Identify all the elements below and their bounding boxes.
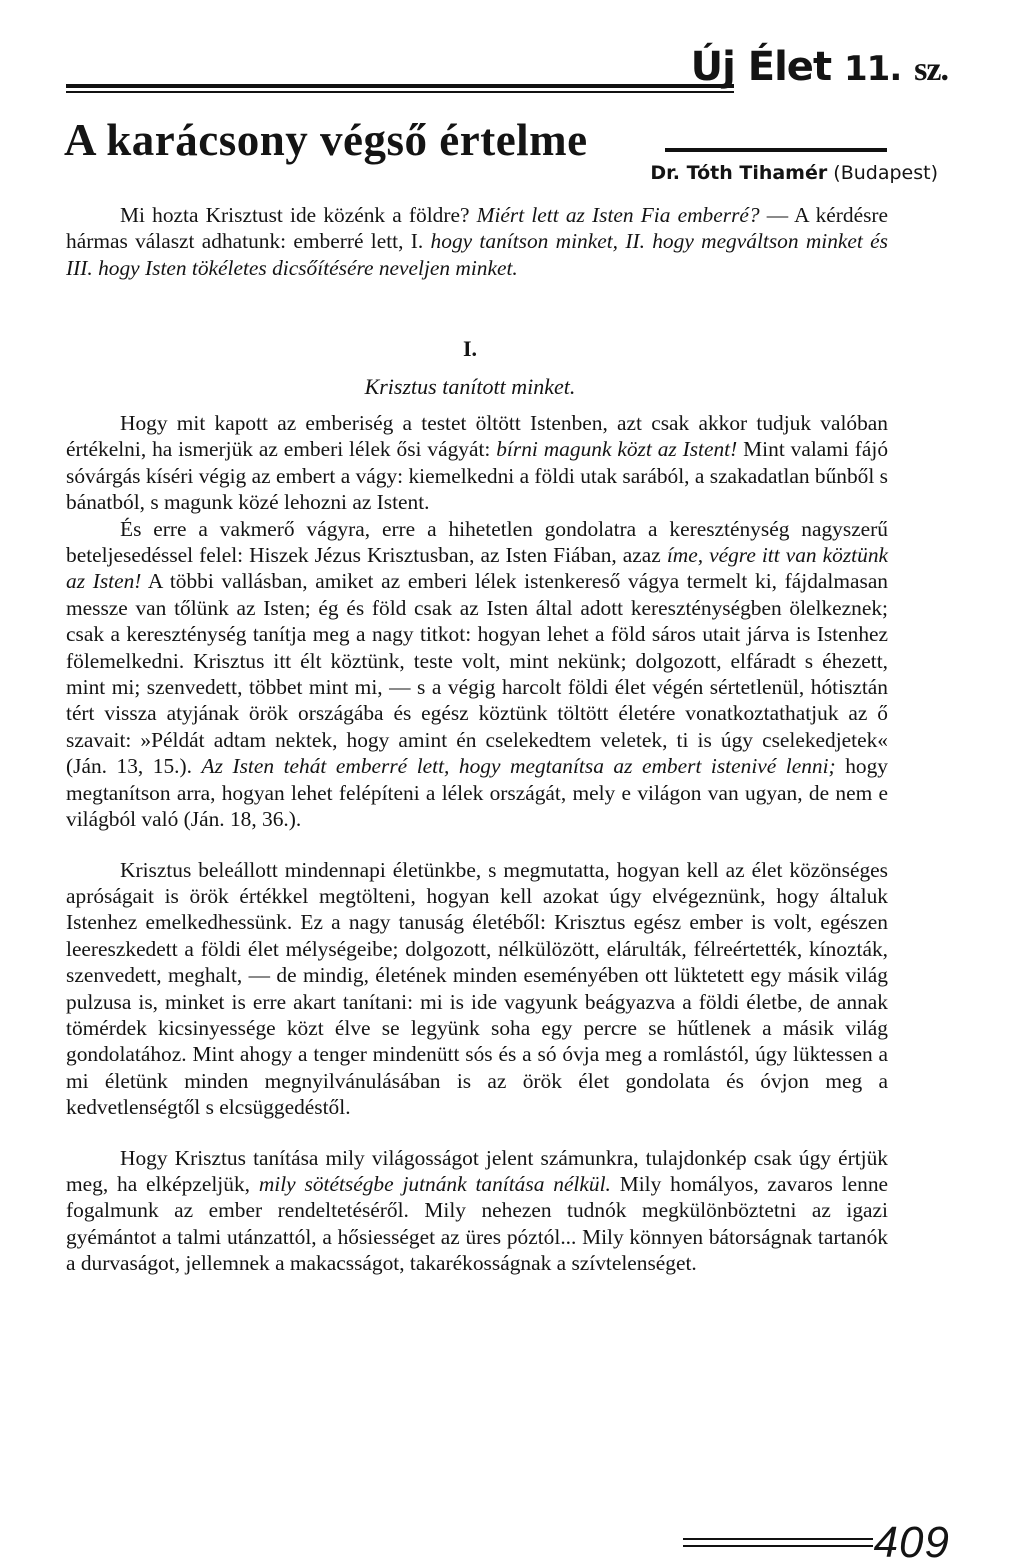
intro-text-1: Mi hozta Krisztust ide közénk a földre?	[120, 203, 477, 227]
p2-text-1: És erre a vakmerő vágyra, erre a hihetetlen gondolatra a kereszténység nagyszerű beteljesedéssel felel: Hiszek Jézus Krisztusban, az Isten Fiában, azaz	[66, 516, 888, 568]
section-title: Krisztus tanított minket.	[364, 374, 576, 399]
author-line	[650, 162, 938, 184]
intro-italic-1: Miért lett az Isten Fia emberré?	[476, 203, 760, 227]
p4-italic-1: mily sötétségbe jutnánk tanítása nélkül.	[258, 1171, 611, 1196]
paragraph-2	[66, 516, 888, 833]
paragraph-4	[66, 1145, 888, 1277]
title-rule	[665, 148, 887, 152]
p4-text-2: Mily homályos, zavaros lenne fogalmunk az ember rendeltetéséről. Mily nehezen tudnók megkülönböztetni az igazi gyémántot a talmi utánzattól, a hősiességet az üres póztól... Mily könnyen bátorságnak tartanók a durvaságot, jellemnek a makacsságot, takarékosságnak a szívtelenséget.	[66, 1171, 889, 1276]
intro-paragraph	[66, 202, 888, 281]
footer-rule	[683, 1538, 873, 1547]
masthead	[691, 44, 948, 90]
paragraph-3: Krisztus beleállott mindennapi életünkbe, s megmutatta, hogyan kell az élet közönséges apróságait is örök értékkel megtölteni, hogyan kell azokat úgy elvégeznünk, hogy általuk Istenhez emelkedhessünk. Ez a nagy tanuság életéből: Krisztus egész ember is volt, egészen leereszkedett a földi élet mélységeibe; dolgozott, nélkülözött, elárulták, félreértették, kínozták, szenvedett, meghalt, — de mindig, életének minden eseményében ott lüktetett egy másik világ pulzusa is, minket is erre akart tanítani: mi is ide vagyunk beágyazva a földi életbe, de annak tömérdek kicsinyessége közt élve se legyünk soha egy percre se hűtlenek a másik világ gondolatához. Mint ahogy a tenger mindenütt sós és a só óvja meg a romlástól, úgy lüktessen a mi életünk minden megnyilvánulásában is az örök élet gondolata és óvjon meg a kedvetlenségtől s elcsüggedéstől.	[66, 857, 888, 1120]
author-place: (Budapest)	[833, 162, 938, 184]
p2-text-3: hogy megtanítson arra, hogyan lehet felépíteni a lélek országát, mely e világon van ugyan, de nem e világból való (Ján. 18, 36.).	[66, 754, 889, 832]
issue-number: 11.	[844, 49, 902, 89]
p2-italic-2: Az Isten tehát emberré lett, hogy megtanítsa az embert istenivé lenni;	[201, 754, 836, 779]
intro-italic-2: hogy tanítson minket, II. hogy megváltson minket és III. hogy Isten tökéletes dicsőítésére neveljen minket.	[66, 229, 888, 280]
p4-text-1: Hogy Krisztus tanítása mily világosságot jelent számunkra, tulajdonkép csak úgy értjük meg, ha elképzeljük,	[66, 1145, 888, 1196]
author-name: Dr. Tóth Tihamér	[650, 162, 828, 184]
p1-italic-1: bírni magunk közt az Istent!	[496, 437, 738, 462]
masthead-rule	[66, 84, 734, 93]
issue-abbr: sz.	[914, 51, 948, 88]
p2-text-2: A többi vallásban, amiket az emberi lélek istenkereső vágya termelt ki, fájdalmasan messze van tőlünk az Isten; ég és föld csak az Isten által adott kereszténységben ölelkeznek; csak a kereszténység tanítja meg a nagy titkot: hogyan lehet a föld sáros utait járva is Istenhez fölemelkedni. Krisztus itt élt köztünk, teste volt, mint nekünk; dolgozott, elfáradt s éhezett, mint mi; szenvedett, többet mint mi, — s a végig harcolt földi élet végén sértetlenül, hótisztán tért vissza atyjának örök országába és egész köztünk töltött életére vonatkoztathatjuk az ő szavait: »Példát adtam nektek, hogy amint én cselekedtem veletek, ti is úgy cselekedjetek« (Ján. 13, 15.).	[66, 569, 889, 779]
p1-text-1: Hogy mit kapott az emberiség a testet öltött Istenben, azt csak akkor tudjuk valóban értékelni, ha ismerjük az emberi lélek ősi vágyát:	[66, 411, 888, 462]
p1-text-2: Mint valami fájó sóvárgás kíséri végig az embert a vágy: kiemelkedni a földi utak sarából, a szakadatlan bűnből s bánatból, s magunk közé lehozni az Istent.	[66, 437, 889, 515]
article-title: A karácsony végső értelme	[64, 115, 588, 165]
p2-italic-1: íme, végre itt van köztünk az Isten!	[66, 543, 889, 594]
journal-name: Új Élet	[690, 44, 832, 90]
intro-text-2: — A kérdésre hármas választ adhatunk: emberré lett, I.	[66, 203, 889, 254]
section-number: I.	[462, 336, 478, 361]
paragraph-1	[66, 410, 888, 516]
page-number: 409	[873, 1518, 950, 1567]
article-body	[66, 410, 888, 1277]
